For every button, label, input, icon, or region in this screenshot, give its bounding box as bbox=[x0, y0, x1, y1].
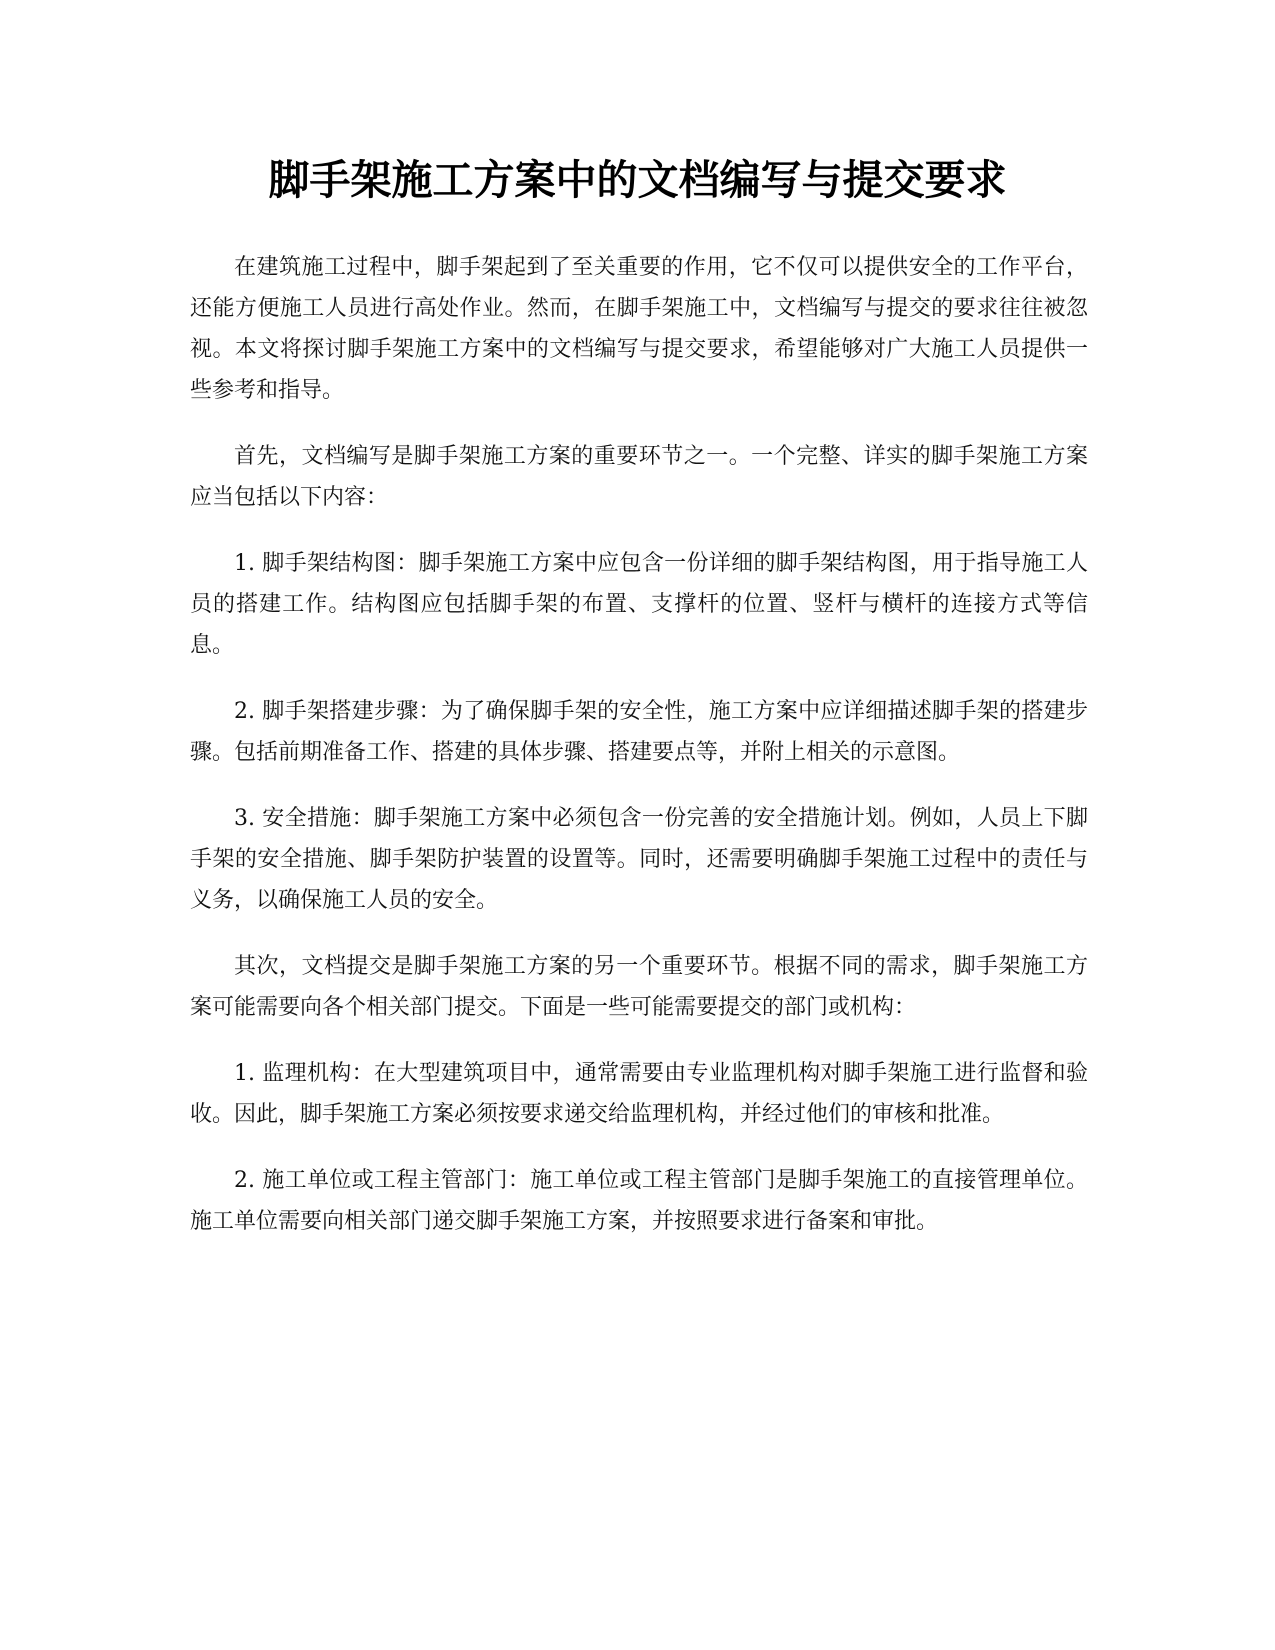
list-item-supervision-agency: 1. 监理机构：在大型建筑项目中，通常需要由专业监理机构对脚手架施工进行监督和验收。因此，脚手架施工方案必须按要求递交给监理机构，并经过他们的审核和批准。 bbox=[190, 1061, 1088, 1127]
list-item-safety-measures: 3. 安全措施：脚手架施工方案中必须包含一份完善的安全措施计划。例如，人员上下脚手架的安全措施、脚手架防护装置的设置等。同时，还需要明确脚手架施工过程中的责任与义务，以确保施工人员的安全。 bbox=[190, 806, 1088, 913]
list-item-erection-steps: 2. 脚手架搭建步骤：为了确保脚手架的安全性，施工方案中应详细描述脚手架的搭建步骤。包括前期准备工作、搭建的具体步骤、搭建要点等，并附上相关的示意图。 bbox=[190, 699, 1088, 765]
paragraph-submission-overview: 其次，文档提交是脚手架施工方案的另一个重要环节。根据不同的需求，脚手架施工方案可能需要向各个相关部门提交。下面是一些可能需要提交的部门或机构： bbox=[190, 954, 1088, 1020]
paragraph-writing-overview: 首先，文档编写是脚手架施工方案的重要环节之一。一个完整、详实的脚手架施工方案应当包括以下内容： bbox=[190, 444, 1088, 510]
paragraph-intro: 在建筑施工过程中，脚手架起到了至关重要的作用，它不仅可以提供安全的工作平台，还能方便施工人员进行高处作业。然而，在脚手架施工中，文档编写与提交的要求往往被忽视。本文将探讨脚手架施工方案中的文档编写与提交要求，希望能够对广大施工人员提供一些参考和指导。 bbox=[190, 255, 1088, 403]
document-title: 脚手架施工方案中的文档编写与提交要求 bbox=[268, 156, 1007, 204]
list-item-structure-diagram: 1. 脚手架结构图：脚手架施工方案中应包含一份详细的脚手架结构图，用于指导施工人员的搭建工作。结构图应包括脚手架的布置、支撑杆的位置、竖杆与横杆的连接方式等信息。 bbox=[190, 551, 1088, 658]
document-body bbox=[190, 247, 1088, 1267]
list-item-construction-unit: 2. 施工单位或工程主管部门：施工单位或工程主管部门是脚手架施工的直接管理单位。施工单位需要向相关部门递交脚手架施工方案，并按照要求进行备案和审批。 bbox=[190, 1168, 1088, 1234]
